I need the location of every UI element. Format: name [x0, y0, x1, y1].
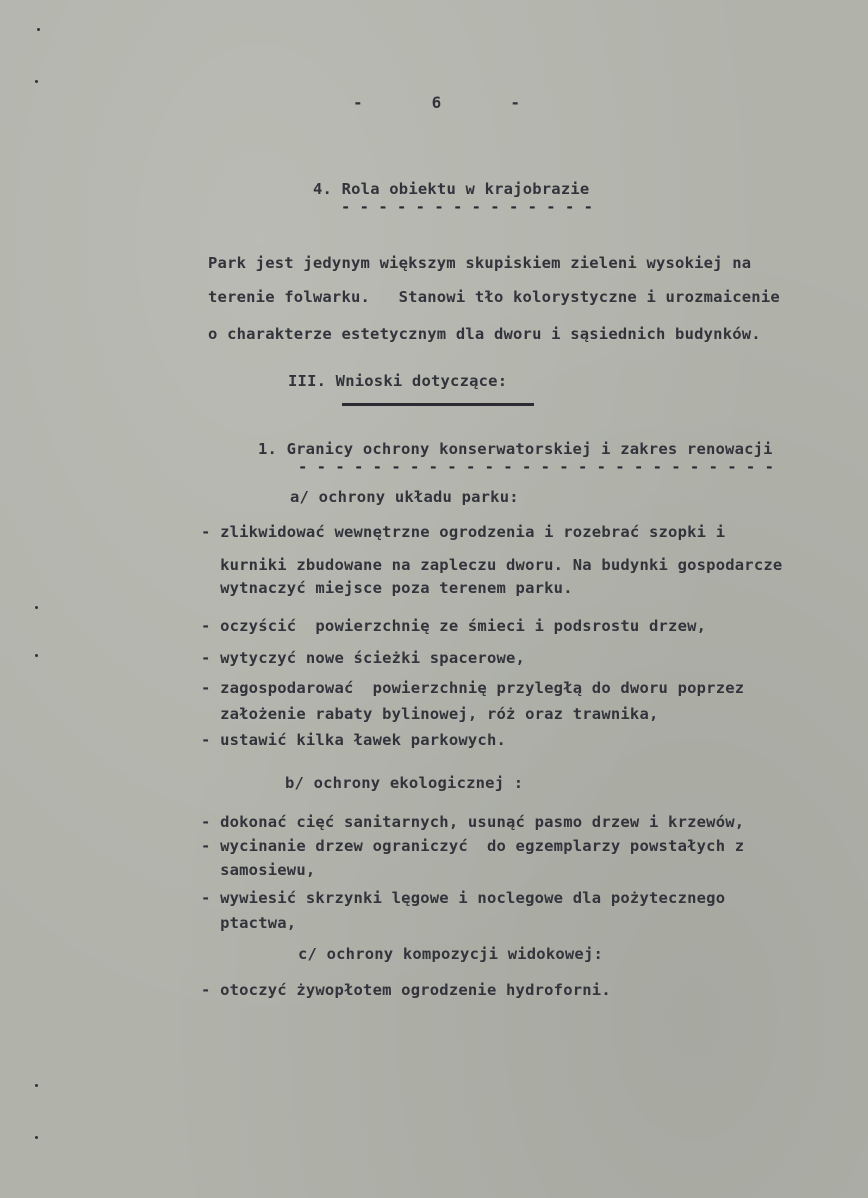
list-line: - otoczyć żywopłotem ogrodzenie hydroforni. — [201, 981, 611, 999]
list-line: ptactwa, — [201, 914, 297, 932]
part-heading: c/ ochrony kompozycji widokowej: — [298, 945, 604, 963]
page-number: - 6 - — [353, 93, 521, 112]
edge-mark — [35, 606, 38, 609]
paragraph-line: terenie folwarku. Stanowi tło kolorystyczne i urozmaicenie — [208, 288, 780, 306]
section-heading: 4. Rola obiektu w krajobrazie — [313, 180, 590, 198]
list-line: - ustawić kilka ławek parkowych. — [201, 731, 507, 749]
list-line: - wytyczyć nowe ścieżki spacerowe, — [201, 649, 526, 667]
heading-underline: - - - - - - - - - - - - - - - - - - - - - - - - - - — [298, 458, 774, 476]
section-heading: III. Wnioski dotyczące: — [288, 372, 508, 390]
list-line: założenie rabaty bylinowej, róż oraz trawnika, — [201, 705, 659, 723]
edge-mark — [35, 80, 38, 83]
list-line: - oczyścić powierzchnię ze śmieci i podsrostu drzew, — [201, 617, 707, 635]
list-line: wytnaczyć miejsce poza terenem parku. — [201, 579, 573, 597]
list-line: samosiewu, — [201, 861, 316, 879]
list-line: kurniki zbudowane na zapleczu dworu. Na budynki gospodarcze — [201, 556, 783, 574]
paragraph-line: Park jest jedynym większym skupiskiem zieleni wysokiej na — [208, 254, 752, 272]
part-heading: b/ ochrony ekologicznej : — [285, 774, 524, 792]
paragraph-line: o charakterze estetycznym dla dworu i sąsiednich budynków. — [208, 325, 761, 343]
edge-mark — [35, 1136, 38, 1139]
list-line: - dokonać cięć sanitarnych, usunąć pasmo drzew i krzewów, — [201, 813, 745, 831]
heading-underline: - - - - - - - - - - - - - - — [341, 198, 593, 216]
edge-mark — [35, 654, 38, 657]
part-heading: a/ ochrony układu parku: — [290, 488, 519, 506]
subsection-heading: 1. Granicy ochrony konserwatorskiej i zakres renowacji — [258, 440, 773, 458]
list-line: - zagospodarować powierzchnię przyległą do dworu poprzez — [201, 679, 745, 697]
list-line: - wywiesić skrzynki lęgowe i noclegowe dla pożytecznego — [201, 889, 726, 907]
heading-underline — [342, 403, 534, 406]
edge-mark — [35, 1084, 38, 1087]
list-line: - zlikwidować wewnętrzne ogrodzenia i rozebrać szopki i — [201, 523, 726, 541]
edge-mark — [37, 28, 40, 31]
list-line: - wycinanie drzew ograniczyć do egzemplarzy powstałych z — [201, 837, 745, 855]
